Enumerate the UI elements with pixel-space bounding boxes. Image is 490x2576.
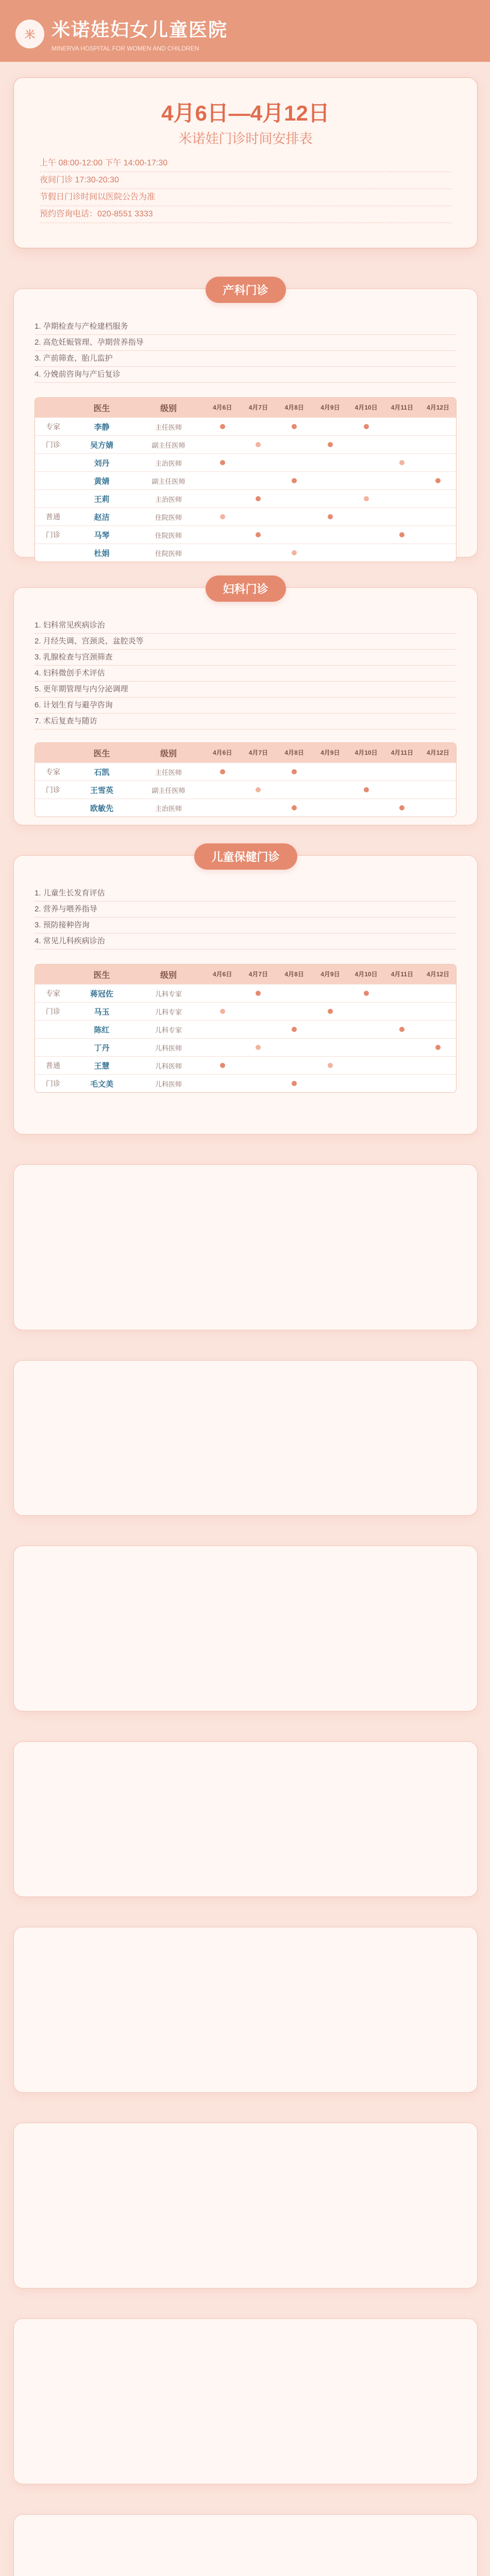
schedule-mark [256,442,261,447]
hero-line: 夜间门诊 17:30-20:30 [40,172,451,189]
table-row [35,762,456,781]
table-header-cell: 医生 [93,971,110,980]
doctor-name: 毛文美 [90,1079,114,1089]
logo [15,15,228,52]
note-line: 1. 孕期检查与产检建档服务 [35,319,457,335]
schedule-mark [364,991,369,996]
schedule-mark [220,514,225,519]
row-category: 门诊 [45,1007,60,1015]
section-obstetrics [13,284,478,558]
note-line: 2. 高危妊娠管理、孕期营养指导 [35,335,457,351]
doctor-name: 蒋冠佐 [90,989,114,998]
table-row [35,1020,456,1038]
note-line: 4. 常见儿科疾病诊治 [35,934,457,950]
schedule-mark [292,1081,297,1086]
schedule-mark [292,1027,297,1032]
doctor-level: 副主任医师 [151,786,185,794]
table-header-cell: 4月11日 [391,749,414,756]
schedule-cell [276,549,312,557]
table-row [35,417,456,435]
section-placeholder [13,1360,478,1516]
doctor-name: 刘丹 [94,459,110,468]
schedule-cell [420,477,456,485]
table-header-cell: 级别 [160,404,177,413]
table-header-cell: 4月8日 [284,971,304,978]
schedule-cell [276,768,312,776]
table-header-cell: 4月7日 [248,404,268,411]
schedule-mark [292,769,297,774]
doctor-name: 陈红 [94,1025,110,1035]
hospital-name: 米诺娃妇女儿童医院 [52,19,228,40]
schedule-cell [348,495,384,503]
note-line: 4. 分娩前咨询与产后复诊 [35,367,457,383]
table-header-cell: 4月12日 [427,749,450,756]
date-range: 4月6日—4月12日 [161,101,330,125]
schedule-mark [220,424,225,429]
schedule-mark [256,532,261,537]
schedule-cell [241,531,277,539]
table-header-cell: 4月9日 [320,404,340,411]
schedule-cell [205,1061,241,1070]
note-line: 3. 产前筛查、胎儿监护 [35,351,457,367]
doctor-level: 儿科专家 [155,990,182,998]
schedule-mark [435,1045,441,1050]
doctor-level: 儿科医师 [155,1044,182,1052]
doctor-level: 儿科医师 [155,1062,182,1070]
doctor-level: 住院医师 [155,549,182,557]
schedule-mark [364,787,369,792]
note-line: 4. 妇科微创手术评估 [35,666,457,682]
section-placeholder [13,1927,478,2093]
doctor-level: 主治医师 [155,495,182,503]
note-line: 5. 更年期管理与内分泌调理 [35,682,457,698]
table-header-cell: 4月12日 [427,404,450,411]
table-header [35,743,456,762]
schedule-mark [364,496,369,501]
table-header-cell: 4月7日 [248,971,268,978]
schedule-mark [328,1009,333,1014]
table-header-cell: 4月9日 [320,749,340,756]
section-placeholder [13,2318,478,2484]
row-category: 专家 [45,989,60,997]
schedule-mark [220,1009,225,1014]
doctor-level: 住院医师 [155,513,182,521]
hero-card [13,77,478,248]
schedule-cell [205,1007,241,1016]
schedule-mark [256,787,261,792]
schedule-mark [292,424,297,429]
section-title: 妇科门诊 [205,575,285,602]
schedule-cell [348,422,384,431]
doctor-name: 石凯 [94,768,110,777]
row-category: 普通 [45,513,60,521]
note-line: 2. 月经失调、宫颈炎、盆腔炎等 [35,634,457,650]
note-line: 3. 预防接种咨询 [35,918,457,934]
section-pediatrics [13,851,478,1134]
schedule-cell [241,786,277,794]
doctor-name: 马琴 [94,531,110,540]
schedule-table [35,742,457,817]
table-row [35,1038,456,1056]
schedule-cell [205,459,241,467]
schedule-cell [348,786,384,794]
schedule-cell [312,440,348,449]
doctor-name: 王莉 [94,495,110,504]
table-header-cell: 4月6日 [212,971,232,978]
schedule-mark [328,1063,333,1068]
note-line: 6. 计划生育与避孕咨询 [35,698,457,714]
schedule-cell [276,1079,312,1088]
doctor-level: 儿科专家 [155,1026,182,1034]
table-row [35,781,456,799]
schedule-mark [220,1063,225,1068]
schedule-cell [241,440,277,449]
doctor-name: 吴方婧 [90,440,114,450]
schedule-title: 米诺娃门诊时间安排表 [178,131,313,146]
logo-icon: 米 [15,20,44,48]
schedule-cell [384,1025,420,1034]
note-line: 1. 妇科常见疾病诊治 [35,618,457,634]
schedule-cell [276,1025,312,1034]
schedule-cell [276,422,312,431]
schedule-cell [205,422,241,431]
hero-line: 节假日门诊时间以医院公告为准 [40,189,451,206]
table-header-cell: 4月7日 [248,749,268,756]
table-row [35,453,456,471]
table-row [35,1074,456,1092]
hero-line: 上午 08:00-12:00 下午 14:00-17:30 [40,155,451,172]
schedule-mark [399,1027,404,1032]
section-placeholder [13,1741,478,1897]
top-bar [0,0,490,62]
schedule-cell [384,531,420,539]
table-row [35,984,456,1002]
table-header [35,398,456,417]
schedule-cell [276,804,312,812]
doctor-level: 儿科专家 [155,1008,182,1016]
section-placeholder [13,2514,478,2576]
row-category: 门诊 [45,440,60,449]
doctor-level: 主任医师 [155,423,182,431]
doctor-name: 丁丹 [94,1043,110,1053]
table-header-cell: 4月11日 [391,404,414,411]
table-row [35,435,456,453]
row-category: 专家 [45,768,60,776]
schedule-cell [312,513,348,521]
table-header-cell: 4月11日 [391,971,414,978]
section-title: 儿童保健门诊 [194,843,297,870]
schedule-table [35,397,457,562]
table-row [35,544,456,562]
section-notes [35,618,457,730]
table-row [35,1002,456,1020]
schedule-mark [256,1045,261,1050]
doctor-name: 黄婧 [94,477,110,486]
schedule-cell [241,1043,277,1052]
section-notes [35,319,457,383]
row-category: 门诊 [45,1079,60,1088]
table-header-cell: 4月10日 [354,971,378,978]
row-category: 普通 [45,1061,60,1070]
schedule-cell [384,804,420,812]
section-title: 产科门诊 [205,277,285,303]
schedule-mark [399,532,404,537]
schedule-mark [256,496,261,501]
section-gynecology [13,583,478,825]
doctor-name: 马玉 [94,1007,110,1016]
doctor-level: 副主任医师 [151,477,185,485]
table-header-cell: 级别 [160,971,177,980]
schedule-cell [241,989,277,998]
section-placeholder [13,1164,478,1330]
table-header-cell: 4月10日 [354,749,378,756]
note-line: 7. 术后复查与随访 [35,714,457,730]
schedule-mark [220,460,225,465]
doctor-name: 王雪英 [90,786,114,795]
schedule-mark [435,478,441,483]
table-header-cell: 4月12日 [427,971,450,978]
schedule-cell [205,768,241,776]
doctor-level: 住院医师 [155,531,182,539]
table-header-cell: 4月6日 [212,749,232,756]
schedule-mark [256,991,261,996]
row-category: 专家 [45,422,60,431]
table-header-cell: 4月8日 [284,404,304,411]
doctor-name: 杜娟 [94,549,110,558]
table-row [35,526,456,544]
section-notes [35,886,457,950]
table-row [35,1056,456,1074]
schedule-mark [399,460,404,465]
schedule-cell [276,477,312,485]
hero-info-lines [40,155,451,223]
doctor-level: 副主任医师 [151,441,185,449]
note-line: 1. 儿童生长发育评估 [35,886,457,902]
table-header-cell: 级别 [160,749,177,758]
schedule-cell [348,989,384,998]
schedule-mark [399,805,404,810]
row-category: 门诊 [45,531,60,539]
schedule-cell [312,1007,348,1016]
schedule-cell [205,513,241,521]
schedule-mark [328,514,333,519]
doctor-level: 儿科医师 [155,1080,182,1088]
doctor-name: 王慧 [94,1061,110,1071]
note-line: 2. 营养与喂养指导 [35,902,457,918]
table-row [35,489,456,507]
doctor-name: 欧敏先 [90,804,114,813]
table-header-cell: 4月8日 [284,749,304,756]
schedule-cell [420,1043,456,1052]
doctor-name: 李静 [94,422,110,432]
schedule-cell [241,495,277,503]
hospital-subtitle: MINERVA HOSPITAL FOR WOMEN AND CHILDREN [52,45,199,52]
table-row [35,507,456,526]
table-row [35,471,456,489]
note-line: 3. 乳腺检查与宫颈筛查 [35,650,457,666]
table-header-cell: 医生 [93,404,110,413]
schedule-mark [220,769,225,774]
schedule-mark [292,478,297,483]
doctor-level: 主任医师 [155,768,182,776]
schedule-mark [328,442,333,447]
doctor-level: 主治医师 [155,459,182,467]
schedule-mark [292,550,297,555]
section-placeholder [13,2123,478,2289]
schedule-mark [364,424,369,429]
table-row [35,799,456,817]
hero-line: 预约咨询电话：020-8551 3333 [40,206,451,223]
doctor-name: 赵洁 [94,513,110,522]
table-header-cell: 4月6日 [212,404,232,411]
row-category: 门诊 [45,786,60,794]
section-placeholder [13,1546,478,1711]
schedule-table [35,964,457,1093]
schedule-cell [312,1061,348,1070]
doctor-level: 主治医师 [155,804,182,812]
table-header-cell: 4月9日 [320,971,340,978]
schedule-mark [292,805,297,810]
table-header-cell: 医生 [93,749,110,758]
table-header [35,964,456,984]
table-header-cell: 4月10日 [354,404,378,411]
schedule-cell [384,459,420,467]
